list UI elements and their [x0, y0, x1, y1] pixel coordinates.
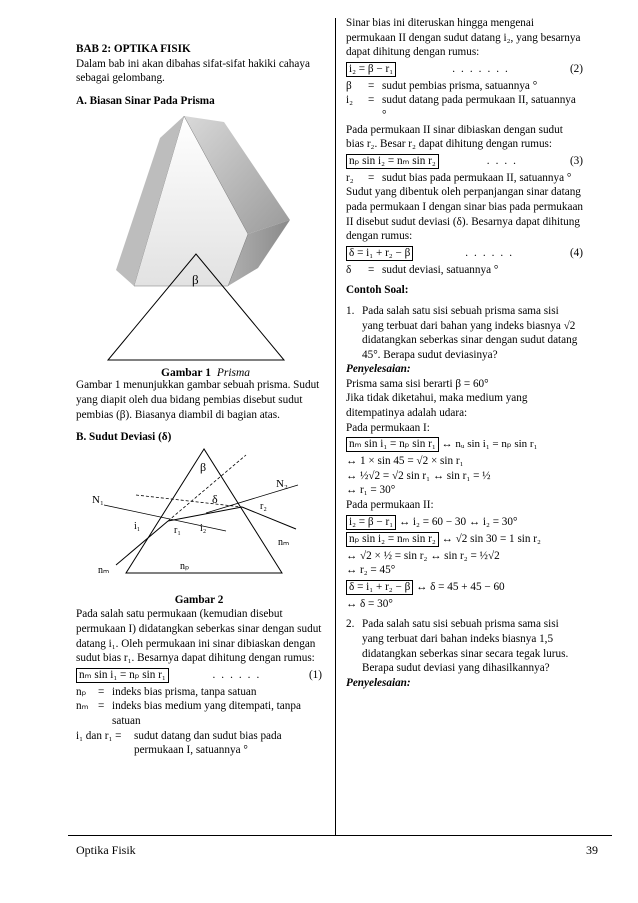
- chapter-title: BAB 2: OPTIKA FISIK: [76, 43, 191, 55]
- equation-1-number: (1): [308, 668, 322, 681]
- solution-line-2: Jika tidak diketahui, maka medium yang ditempatinya adalah udara:: [346, 392, 528, 420]
- fig2-nm-left-label: nₘ: [98, 564, 110, 576]
- equation-2-row: i₂ = β − r₁ ....... (2): [346, 62, 583, 77]
- solution-line-8: Pada permukaan II:: [346, 499, 434, 512]
- equation-4: δ = i₁ + r₂ − β: [346, 246, 413, 261]
- section-a-heading: A. Biasan Sinar Pada Prisma: [76, 94, 215, 107]
- deviation-paragraph: Sudut yang dibentuk oleh perpanjangan sinar datang pada permukaan I dengan sinar bias pada permukaan II disebut sudut deviasi (δ). Besarnya dapat dihitung dengan rumus:: [346, 186, 584, 243]
- surface-two-refraction-paragraph: Pada permukaan II sinar dibiaskan dengan sudut bias r₂. Besar r₂ dapat dihitung dengan rumus:: [346, 123, 563, 151]
- solution-eq-snell-1: nₘ sin i₁ = nₚ sin r₁: [346, 437, 439, 452]
- solution-line-3: Pada permukaan I:: [346, 421, 430, 434]
- fig1-caption-label: Gambar 1: [161, 367, 211, 379]
- solution-eq-delta: δ = i₁ + r₂ − β: [346, 580, 413, 595]
- solution-line-6: ↔ ½√2 = √2 sin r₁ ↔ sin r₁ = ½: [346, 469, 491, 482]
- fig2-i1-label: i₁: [134, 520, 141, 532]
- emergent-extension: [136, 495, 242, 507]
- fig2-caption: Gambar 2: [174, 593, 224, 606]
- solution-line-14: ↔ δ = 30°: [346, 597, 393, 610]
- column-divider: [335, 18, 336, 836]
- definition-r2: r₂ = sudut bias pada permukaan II, satuannya °: [346, 171, 572, 184]
- solution-2-heading: Penyelesaian:: [346, 676, 411, 689]
- solution-line-1: Prisma sama sisi berarti β = 60°: [346, 377, 489, 390]
- page-number: 39: [586, 843, 598, 857]
- solution-line-12: ↔ r₂ = 45°: [346, 564, 396, 577]
- definition-i1-r1: i₁ dan r₁ = sudut datang dan sudut bias pada permukaan I, satuannya °: [76, 729, 282, 757]
- solution-eq-delta-rest: ↔ δ = 45 + 45 − 60: [416, 580, 505, 593]
- fig2-r2-label: r₂: [260, 500, 267, 512]
- right-column: [346, 16, 583, 690]
- solution-line-5: ↔ 1 × sin 45 = √2 × sin r₁: [346, 455, 464, 468]
- surface-two-paragraph: Sinar bias ini diteruskan hingga mengenai permukaan II dengan sudut datang i₂, yang besarnya dapat dihitung dengan rumus:: [346, 17, 581, 59]
- equation-2: i₂ = β − r₁: [346, 62, 396, 77]
- definition-nm: nₘ = indeks bias medium yang ditempati, tanpa satuan: [76, 700, 301, 727]
- normal-line-1: [104, 505, 226, 531]
- equation-4-number: (4): [569, 246, 583, 259]
- figure-1-prism: [76, 108, 322, 378]
- fig2-np-label: nₚ: [180, 560, 190, 572]
- fig1-caption-name: Prisma: [216, 367, 251, 379]
- example-heading: Contoh Soal:: [346, 284, 409, 297]
- solution-1-heading: Penyelesaian:: [346, 363, 411, 376]
- surface-one-paragraph: Pada salah satu permukaan (kemudian disebut permukaan I) didatangkan seberkas sinar dengan sudut datang i₁. Oleh permukaan ini sinar dibiaskan dengan sudut bias r₁. Besarnya dapat dihitung dengan rumus:: [76, 608, 322, 665]
- question-1: 1. Pada salah satu sisi sebuah prisma sama sisi yang terbuat dari bahan yang indeks biasnya √2 didatangkan seberkas sinar dengan sudut datang 45°. Berapa sudut deviasinya?: [346, 304, 578, 361]
- section-b-heading: B. Sudut Deviasi (δ): [76, 431, 172, 444]
- equation-3: nₚ sin i₂ = nₘ sin r₂: [346, 154, 439, 169]
- equation-2-number: (2): [569, 62, 583, 75]
- solution-line-11: ↔ √2 × ½ = sin r₂ ↔ sin r₂ = ½√2: [346, 549, 500, 562]
- definition-np: nₚ = indeks bias prisma, tanpa satuan: [76, 685, 257, 698]
- fig2-beta-label: β: [200, 459, 207, 474]
- equation-4-row: δ = i₁ + r₂ − β ...... (4): [346, 246, 583, 261]
- emergent-ray: [242, 507, 296, 529]
- solution-eq-snell-2-rest: ↔ √2 sin 30 = 1 sin r₂: [441, 532, 541, 545]
- definition-i2: i₂ = sudut datang pada permukaan II, satuannya °: [346, 94, 576, 121]
- equation-1-row: nₘ sin i₁ = nₚ sin r₁ ...... (1): [76, 668, 322, 683]
- definition-beta: β = sudut pembias prisma, satuannya °: [346, 79, 538, 92]
- definition-delta: δ = sudut deviasi, satuannya °: [346, 263, 499, 276]
- equation-3-number: (3): [569, 154, 583, 167]
- fig2-r1-label: r₁: [174, 524, 181, 536]
- equation-3-row: nₚ sin i₂ = nₘ sin r₂ .... (3): [346, 154, 583, 169]
- solution-eq-snell-1-rest: ↔ nᵤ sin i₁ = nₚ sin r₁: [441, 438, 538, 451]
- footer-title: Optika Fisik: [76, 843, 136, 857]
- fig2-i2-label: i₂: [200, 522, 207, 534]
- fig1-beta-label: β: [192, 272, 199, 288]
- fig2-nm-right-label: nₘ: [278, 536, 290, 548]
- question-2: 2. Pada salah satu sisi sebuah prisma sama sisi yang terbuat dari bahan indeks biasnya 1,5 didatangkan seberkas sinar secara tegak lurus. Berapa sudut deviasi yang dihasilkannya?: [346, 618, 569, 675]
- refracted-ray: [168, 507, 242, 521]
- equation-1: nₘ sin i₁ = nₚ sin r₁: [76, 668, 169, 683]
- solution-line-7: ↔ r₁ = 30°: [346, 484, 396, 497]
- solution-eq-snell-2: nₚ sin i₂ = nₘ sin r₂: [346, 532, 439, 547]
- fig2-N2-label: N₂: [276, 477, 288, 490]
- figure-2-deviation: [76, 445, 322, 593]
- fig1-description: Gambar 1 menunjukkan gambar sebuah prisma. Sudut yang diapit oleh dua bidang pembias disebut sudut pembias (β). Biasanya diambil di bagian atas.: [76, 379, 320, 421]
- incident-ray: [116, 521, 168, 565]
- svg-text:Gambar 1 Prisma: [161, 367, 250, 378]
- solution-eq-i2-rest: ↔ i₂ = 60 − 30 ↔ i₂ = 30°: [398, 515, 518, 528]
- fig2-delta-label: δ: [212, 491, 218, 506]
- footer-rule: [68, 835, 612, 836]
- intro-paragraph: Dalam bab ini akan dibahas sifat-sifat hakiki cahaya sebagai gelombang.: [76, 57, 310, 85]
- solution-eq-i2: i₂ = β − r₁: [346, 515, 396, 530]
- fig2-N1-label: N₁: [92, 493, 104, 506]
- left-column: [76, 42, 322, 758]
